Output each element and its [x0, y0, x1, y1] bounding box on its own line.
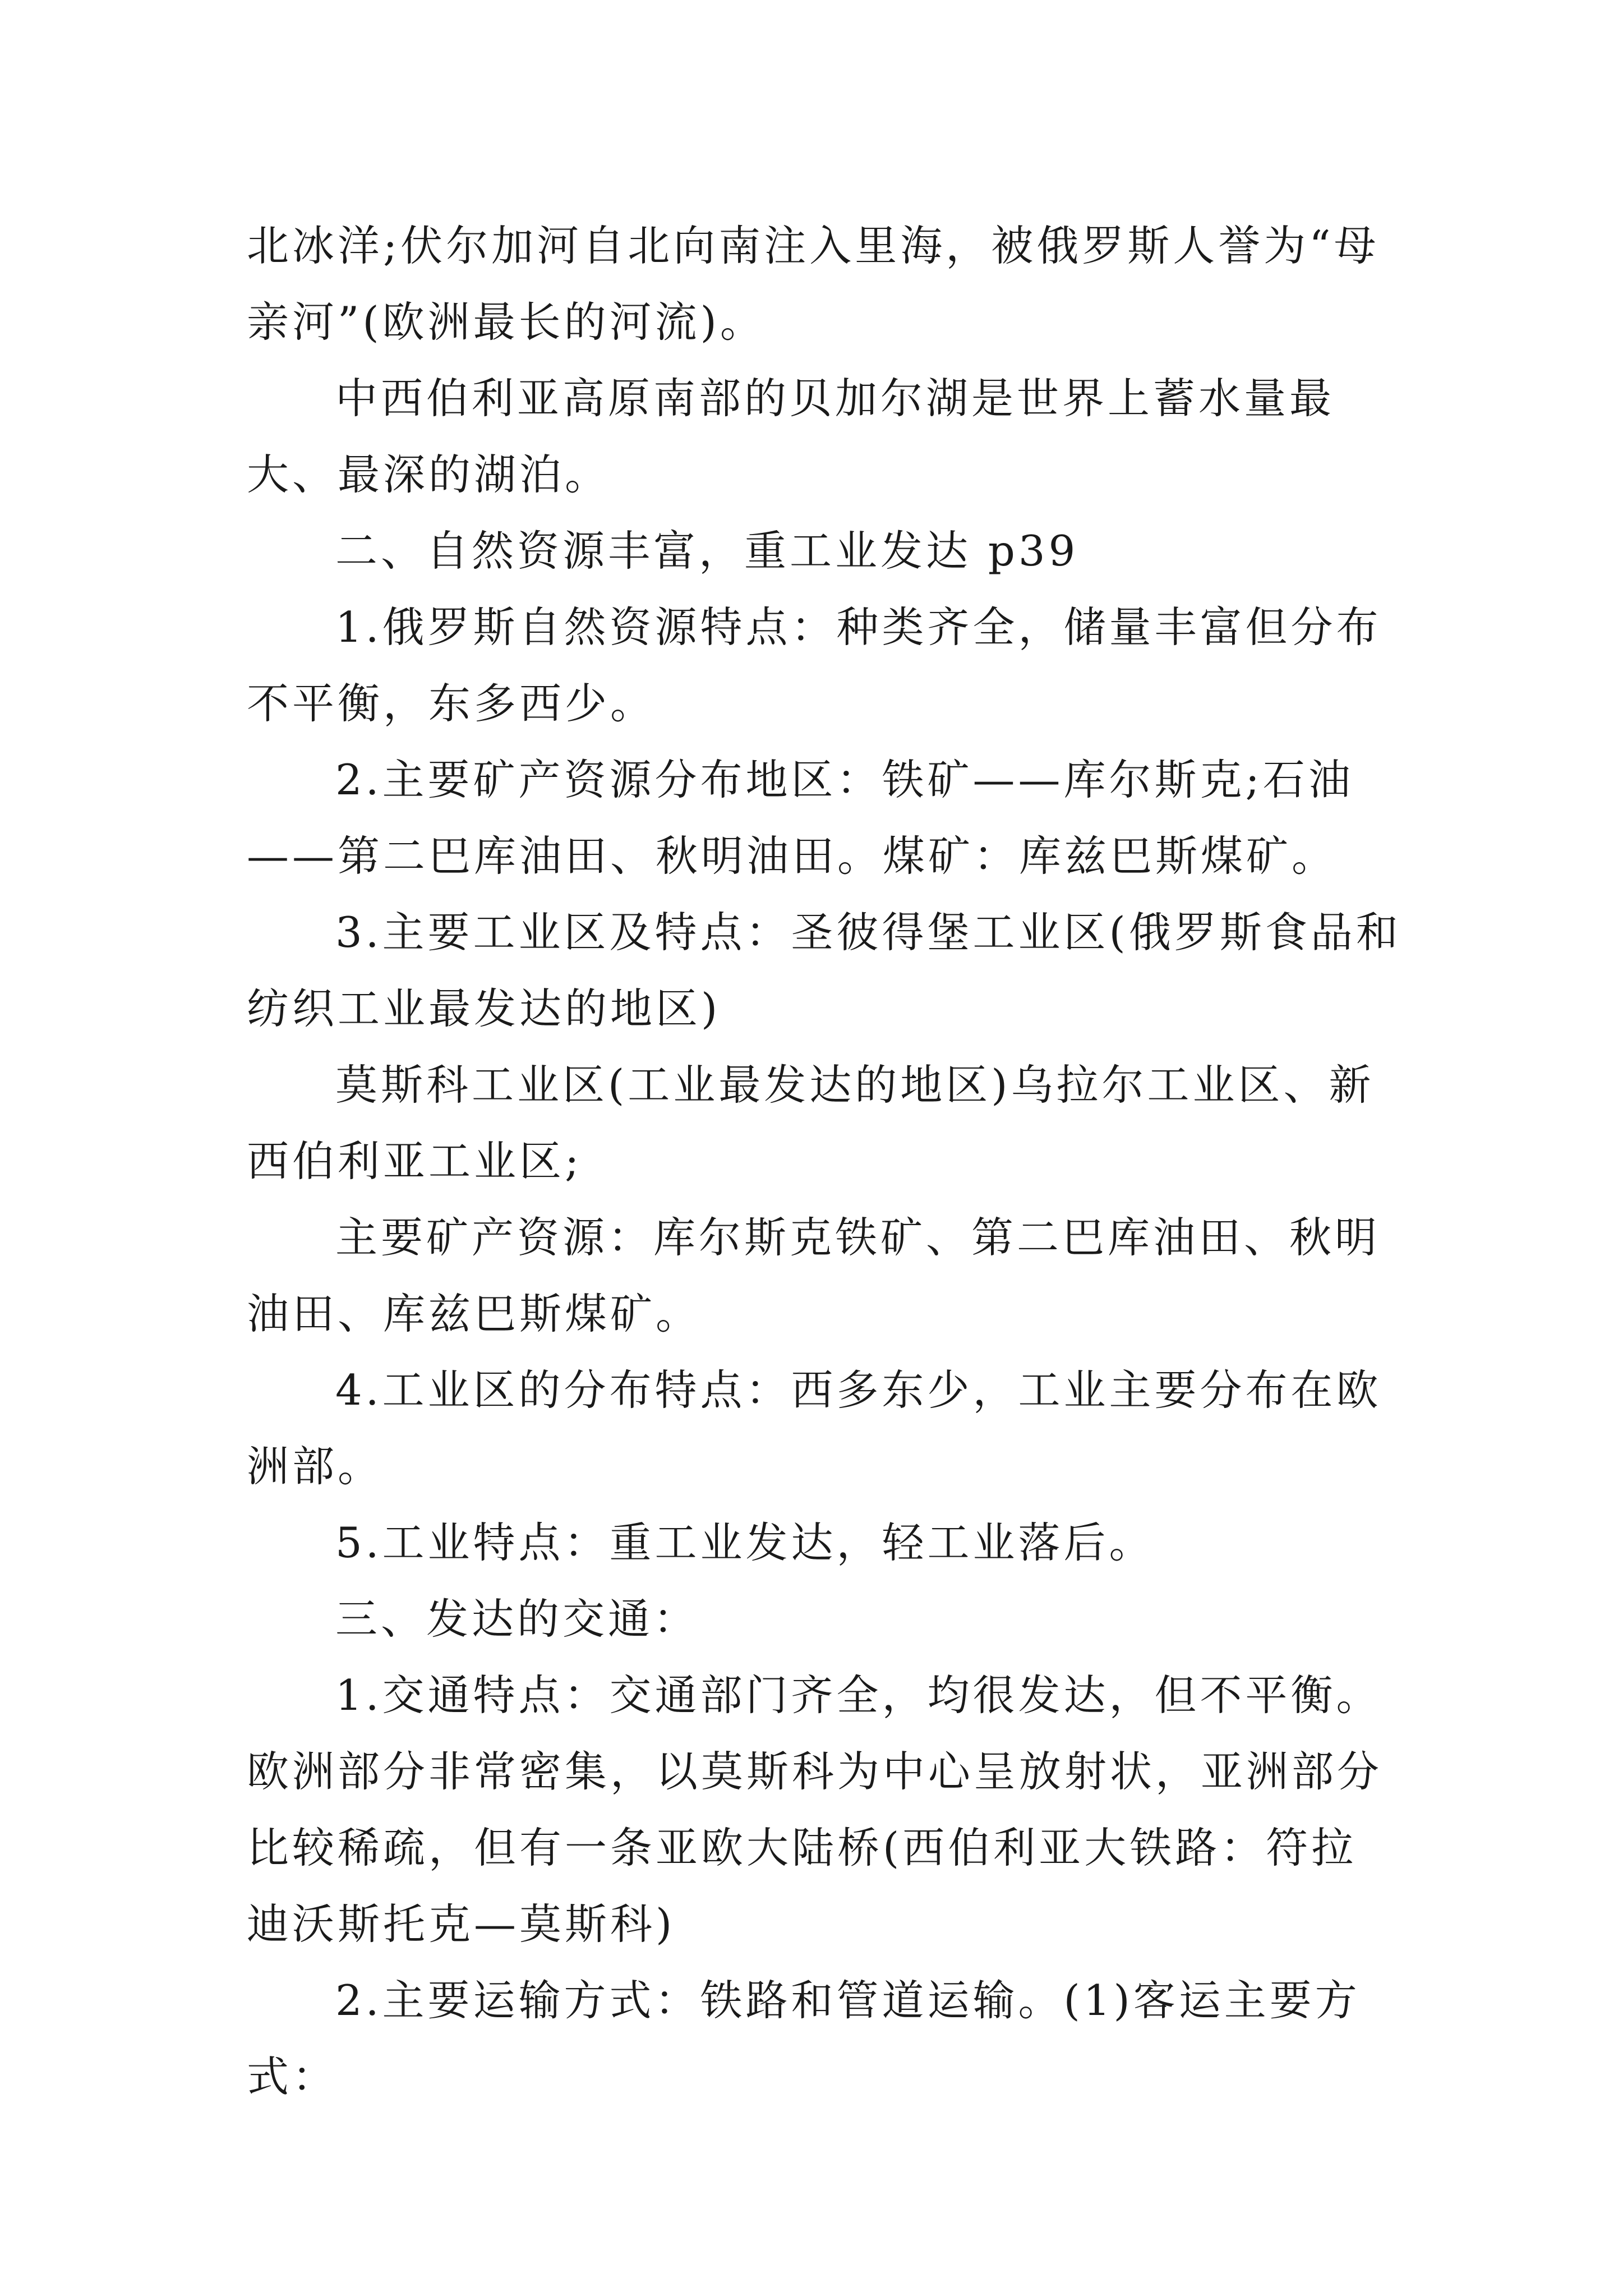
paragraph-mineral-distribution: 2.主要矿产资源分布地区：铁矿——库尔斯克;石油——第二巴库油田、秋明油田。煤矿：库兹巴斯煤矿。	[247, 755, 1354, 881]
paragraph-main-minerals: 主要矿产资源：库尔斯克铁矿、第二巴库油田、秋明油田、库兹巴斯煤矿。	[247, 1213, 1381, 1338]
paragraph-transport-features: 1.交通特点：交通部门齐全，均很发达，但不平衡。欧洲部分非常密集，以莫斯科为中心呈放射状，亚洲部分比较稀疏，但有一条亚欧大陆桥(西伯利亚大铁路：符拉迪沃斯托克—莫斯科)	[247, 1671, 1383, 1949]
paragraph-transport-modes: 2.主要运输方式：铁路和管道运输。(1)客运主要方式：	[247, 1976, 1361, 2101]
paragraph-industrial-regions: 3.主要工业区及特点：圣彼得堡工业区(俄罗斯食品和纺织工业最发达的地区)	[247, 908, 1401, 1033]
paragraph-resource-features: 1.俄罗斯自然资源特点：种类齐全，储量丰富但分布不平衡，东多西少。	[247, 602, 1382, 728]
paragraph-moscow-industrial-region: 莫斯科工业区(工业最发达的地区)乌拉尔工业区、新西伯利亚工业区;	[247, 1060, 1375, 1186]
section-heading-transport: 三、发达的交通：	[335, 1594, 699, 1644]
section-heading-resources: 二、自然资源丰富，重工业发达 p39	[335, 526, 1079, 576]
paragraph-industrial-distribution: 4.工业区的分布特点：西多东少，工业主要分布在欧洲部。	[247, 1365, 1382, 1491]
paragraph-volga-river: 北冰洋;伏尔加河自北向南注入里海，被俄罗斯人誉为“母亲河”(欧洲最长的河流)。	[247, 221, 1380, 347]
paragraph-lake-baikal: 中西伯利亚高原南部的贝加尔湖是世界上蓄水量最大、最深的湖泊。	[247, 374, 1335, 499]
paragraph-industry-features: 5.工业特点：重工业发达，轻工业落后。	[335, 1518, 1155, 1567]
document-body	[247, 208, 1402, 2115]
